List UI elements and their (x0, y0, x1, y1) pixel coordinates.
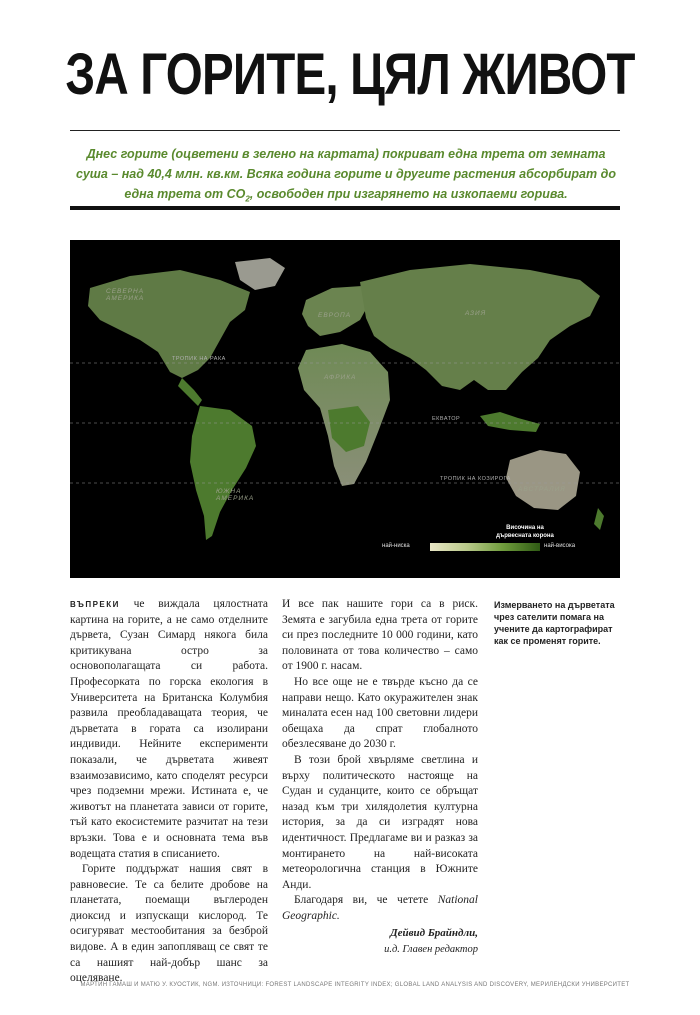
label-equator: ЕКВАТОР (432, 416, 461, 422)
subtitle-subscript: 2 (245, 194, 250, 204)
subtitle-divider (70, 206, 620, 210)
australia-shape (506, 450, 580, 510)
photo-caption: Измерването на дърветата чрез сателити помага на учените да картографират как се променят горите. (494, 600, 615, 646)
new-zealand-shape (594, 508, 604, 530)
article-paragraph (70, 597, 268, 862)
title-divider (70, 130, 620, 131)
south-america-shape (190, 406, 256, 540)
signature-role: и.д. Главен редактор (384, 944, 478, 956)
article-paragraph: Но все още не е твърде късно да се направи нещо. Като окуражителен знак миналата есен над 100 световни лидери обещаха да спрат глобалното обезлесяване до 2030 г. (282, 675, 478, 751)
article-column-2 (282, 597, 478, 958)
europe-shape (302, 286, 370, 336)
label-tropic-capricorn: ТРОПИК НА КОЗИРОГА (440, 476, 511, 482)
subtitle-text-1: Днес горите (оцветени в зелено на картата) покриват една трета от земната суша – над 40,4 млн. кв.км. Всяка година горите и другите растения абсорбират до една трета от CO (76, 147, 616, 201)
label-europe: ЕВРОПА (318, 312, 352, 319)
indonesia-shape (480, 412, 540, 432)
article-paragraph (282, 893, 478, 924)
label-australia: АВСТРАЛИЯ (518, 486, 566, 493)
article-paragraph: Горите поддържат нашия свят в равновесие. Те са белите дробове на планетата, поемащи въглероден диоксид и изпускащи кислород. Те осигуряват местообитания за безброй видове. А в един запопляващ се свят те са нашият най-добър шанс за оцеляване. (70, 863, 268, 985)
label-africa: АФРИКА (324, 374, 357, 381)
label-south-america: ЮЖНА АМЕРИКА (216, 488, 255, 502)
legend-high-label: най-висока (544, 543, 576, 549)
signature-name: Дейвид Брайндли, (390, 927, 478, 940)
label-asia: АЗИЯ (465, 310, 487, 317)
label-north-america: СЕВЕРНА АМЕРИКА (106, 288, 145, 302)
greenland-shape (235, 258, 285, 290)
page-title: ЗА ГОРИТЕ, ЦЯЛ ЖИВОТ (65, 42, 635, 107)
article-column-1 (70, 597, 268, 987)
magazine-name: National Geographic. (282, 894, 478, 922)
thanks-text: Благодаря ви, че четете (294, 894, 438, 907)
paragraph-text: че виждала цялостната картина на горите, а не само отделните дървета, Сузан Симард някога била критикувана остро за основополагащата си работа. Професорката по горска екология в Университета на Британска Колумбия развила преобладаващата теория, че дърветата в гората са изолирани индивиди. Нейните експерименти показали, че дърветата живеят взаимозависимо, като споделят ресурси чрез подземни мрежи. Истината е, че животът на планетата зависи от горите, тъй като екосистемите разчитат на тези връзки. Това е и основната тема във водещата статия в списанието. (70, 598, 268, 860)
article-paragraph: И все пак нашите гори са в риск. Земята е загубила една трета от горите си през последните 10 000 години, като половината от това количество – само от 1900 г. насам. (282, 598, 478, 673)
article-paragraph: В този брой хвърляме светлина и върху политическото настояще на Судан и суданците, които се обръщат назад към три хилядолетия културна история, за да си изградят нова идентичност. Предлагаме ви и разказ за монтирането на най-високата метеорологична станция в Южните Анди. (282, 753, 478, 891)
legend-gradient-bar (430, 543, 540, 551)
legend-low-label: най-ниска (382, 543, 410, 549)
credits-line: МАРТИН ГАМАШ И МАТЮ У. КУОСТИК, NGM. ИЗТОЧНИЦИ: FOREST LANDSCAPE INTEGRITY INDEX; GLOBAL LAND ANALYSIS AND DISCOVERY, МЕРИЛЕНДСКИ УНИВЕРСИТЕТ (80, 982, 630, 988)
subtitle-text-2: , освободен при изгарянето на изкопаеми горива. (249, 187, 568, 201)
label-tropic-cancer: ТРОПИК НА РАКА (172, 356, 226, 362)
central-america-shape (178, 378, 202, 406)
asia-shape (360, 264, 600, 390)
lead-word: ВЪПРЕКИ (70, 600, 120, 609)
legend-title: Височина на дървесната корона (496, 525, 554, 539)
world-forest-map (70, 240, 620, 578)
subtitle (76, 144, 616, 210)
